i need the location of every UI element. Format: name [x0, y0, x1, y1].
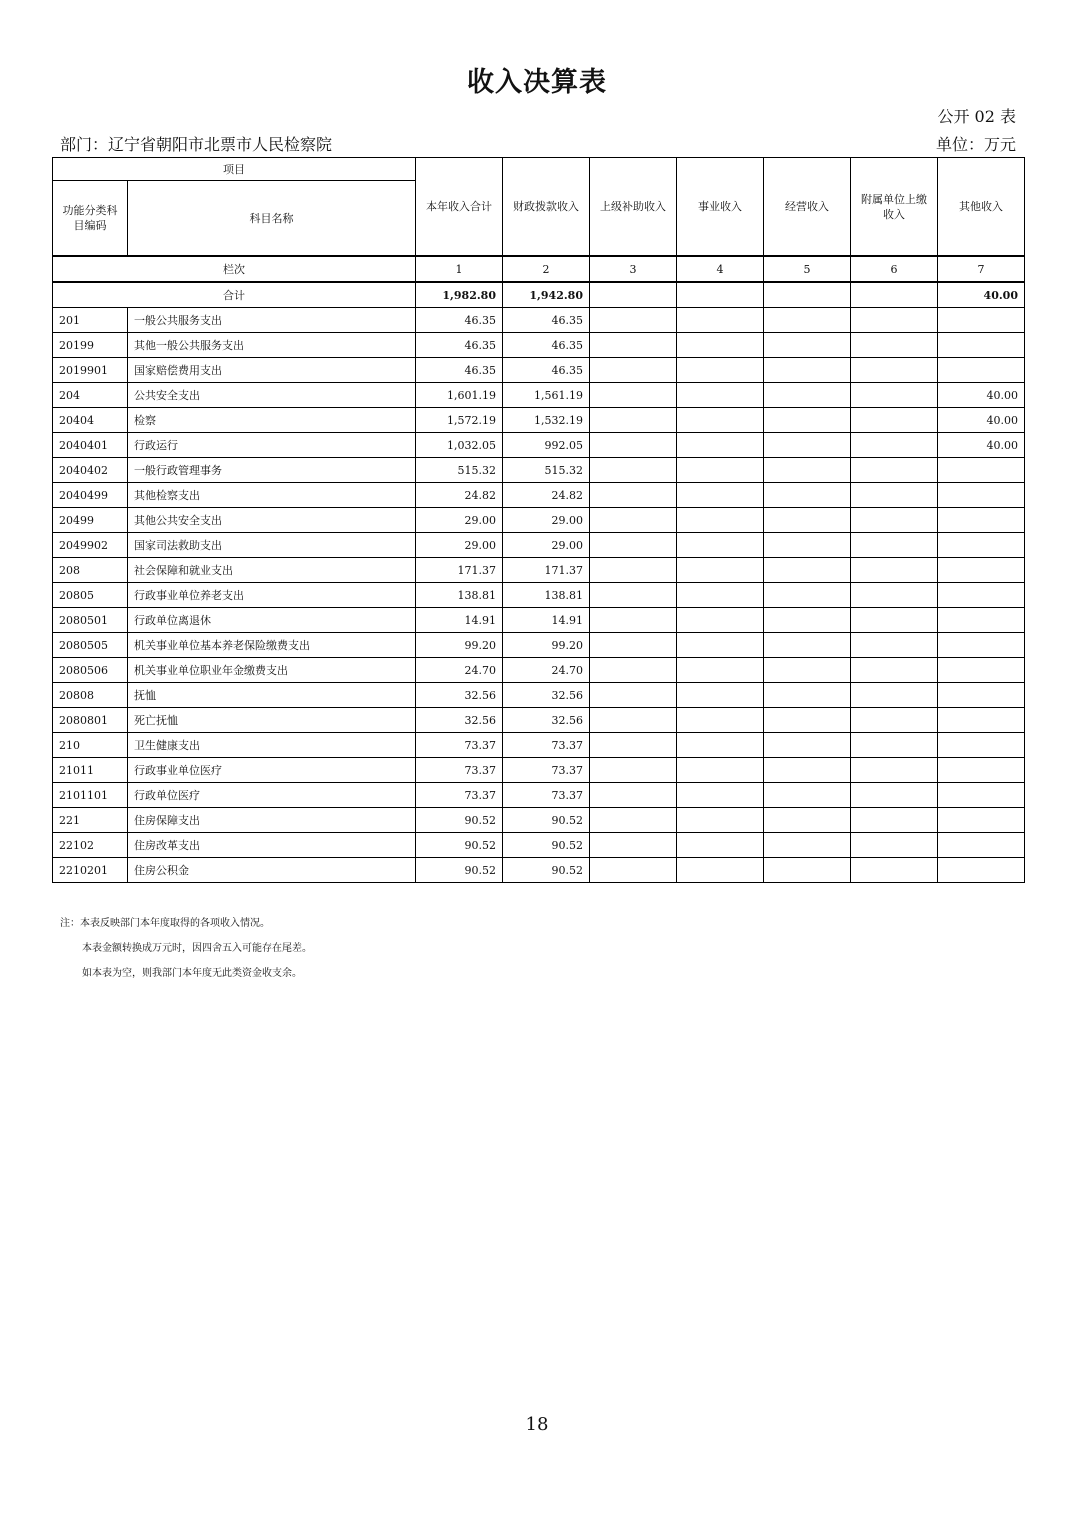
row-value: [677, 608, 764, 633]
row-code: 204: [53, 383, 128, 408]
row-name: 国家司法救助支出: [128, 533, 416, 558]
row-value: [764, 533, 851, 558]
row-name: 一般行政管理事务: [128, 458, 416, 483]
row-value: [590, 333, 677, 358]
row-value: 138.81: [503, 583, 590, 608]
row-value: 73.37: [503, 733, 590, 758]
row-value: [764, 733, 851, 758]
row-value: 40.00: [938, 433, 1025, 458]
row-value: [677, 858, 764, 883]
table-row: [53, 683, 1025, 708]
row-value: [938, 858, 1025, 883]
header-col-6: 附属单位上缴收入: [851, 158, 938, 257]
row-code: 208: [53, 558, 128, 583]
row-code: 2080506: [53, 658, 128, 683]
row-name: 行政运行: [128, 433, 416, 458]
table-row: [53, 458, 1025, 483]
row-code: 20805: [53, 583, 128, 608]
row-number: 6: [851, 256, 938, 282]
table-row: [53, 808, 1025, 833]
report-title: 收入决算表: [467, 67, 607, 98]
header-col-5: 经营收入: [764, 158, 851, 257]
row-name: 一般公共服务支出: [128, 308, 416, 333]
header-col-7: 其他收入: [938, 158, 1025, 257]
row-name: 机关事业单位职业年金缴费支出: [128, 658, 416, 683]
row-value: [590, 533, 677, 558]
row-value: [938, 758, 1025, 783]
row-value: [677, 708, 764, 733]
row-value: [851, 558, 938, 583]
row-name: 其他一般公共服务支出: [128, 333, 416, 358]
table-row: [53, 858, 1025, 883]
row-value: [851, 633, 938, 658]
row-value: [677, 583, 764, 608]
row-value: [764, 458, 851, 483]
row-value: 29.00: [416, 533, 503, 558]
row-value: [938, 308, 1025, 333]
row-value: 90.52: [503, 833, 590, 858]
row-value: [590, 508, 677, 533]
header-col-2: 财政拨款收入: [503, 158, 590, 257]
row-value: [764, 758, 851, 783]
row-number: 2: [503, 256, 590, 282]
row-code: 20808: [53, 683, 128, 708]
row-value: 46.35: [503, 308, 590, 333]
row-value: [764, 358, 851, 383]
row-value: [851, 458, 938, 483]
row-value: 14.91: [416, 608, 503, 633]
row-value: [590, 708, 677, 733]
row-value: [677, 633, 764, 658]
row-value: [938, 333, 1025, 358]
row-value: [764, 583, 851, 608]
row-value: [938, 683, 1025, 708]
row-value: 46.35: [503, 333, 590, 358]
row-code: 2080801: [53, 708, 128, 733]
note-line: 如本表为空，则我部门本年度无此类资金收支余。: [82, 968, 302, 979]
row-value: [677, 533, 764, 558]
row-value: 46.35: [416, 358, 503, 383]
table-row: [53, 758, 1025, 783]
header-col-4: 事业收入: [677, 158, 764, 257]
row-value: 40.00: [938, 383, 1025, 408]
row-code: 210: [53, 733, 128, 758]
row-number: 1: [416, 256, 503, 282]
row-value: 90.52: [416, 858, 503, 883]
row-value: [851, 383, 938, 408]
row-value: 1,032.05: [416, 433, 503, 458]
row-name: 住房改革支出: [128, 833, 416, 858]
row-value: [764, 783, 851, 808]
table-row: [53, 433, 1025, 458]
row-value: [590, 858, 677, 883]
note-line: 注：本表反映部门本年度取得的各项收入情况。: [60, 918, 270, 929]
row-value: [677, 658, 764, 683]
row-value: 24.70: [503, 658, 590, 683]
row-value: [590, 783, 677, 808]
row-code: 22102: [53, 833, 128, 858]
total-value: [764, 282, 851, 308]
row-value: [938, 583, 1025, 608]
row-name: 其他检察支出: [128, 483, 416, 508]
row-value: [764, 508, 851, 533]
row-value: [677, 783, 764, 808]
row-name: 住房保障支出: [128, 808, 416, 833]
row-value: 90.52: [503, 858, 590, 883]
table-row: [53, 483, 1025, 508]
row-value: [851, 308, 938, 333]
row-value: [851, 833, 938, 858]
row-value: 32.56: [503, 708, 590, 733]
table-row: [53, 583, 1025, 608]
row-value: [590, 658, 677, 683]
row-value: [851, 608, 938, 633]
row-value: [851, 858, 938, 883]
row-value: [851, 808, 938, 833]
header-item: 项目: [53, 158, 416, 181]
total-label: 合计: [53, 282, 416, 308]
row-value: [677, 808, 764, 833]
row-number-row: [53, 256, 1025, 282]
row-value: 24.82: [416, 483, 503, 508]
row-value: [938, 508, 1025, 533]
row-name: 国家赔偿费用支出: [128, 358, 416, 383]
row-code: 2019901: [53, 358, 128, 383]
total-value: 40.00: [938, 282, 1025, 308]
row-value: [764, 483, 851, 508]
row-value: [851, 708, 938, 733]
row-value: [764, 708, 851, 733]
row-value: 40.00: [938, 408, 1025, 433]
total-value: [590, 282, 677, 308]
row-value: 29.00: [416, 508, 503, 533]
row-value: 171.37: [416, 558, 503, 583]
row-value: 515.32: [503, 458, 590, 483]
row-value: [677, 358, 764, 383]
row-name: 行政事业单位医疗: [128, 758, 416, 783]
row-name: 社会保障和就业支出: [128, 558, 416, 583]
row-value: [677, 558, 764, 583]
row-value: [764, 433, 851, 458]
table-row: [53, 633, 1025, 658]
table-row: [53, 308, 1025, 333]
row-value: [764, 858, 851, 883]
row-code: 2040402: [53, 458, 128, 483]
row-value: [677, 508, 764, 533]
row-name: 检察: [128, 408, 416, 433]
total-row: [53, 282, 1025, 308]
row-value: 24.70: [416, 658, 503, 683]
row-value: [938, 558, 1025, 583]
row-code: 20199: [53, 333, 128, 358]
row-value: 99.20: [416, 633, 503, 658]
row-value: 90.52: [416, 833, 503, 858]
row-value: [590, 808, 677, 833]
department-label: 部门：辽宁省朝阳市北票市人民检察院: [60, 135, 333, 154]
row-value: 90.52: [416, 808, 503, 833]
row-name: 卫生健康支出: [128, 733, 416, 758]
row-code: 201: [53, 308, 128, 333]
row-value: [938, 633, 1025, 658]
row-value: [851, 508, 938, 533]
income-table: [52, 157, 1025, 883]
row-value: 32.56: [503, 683, 590, 708]
row-value: 46.35: [416, 308, 503, 333]
row-value: 171.37: [503, 558, 590, 583]
row-code: 2040499: [53, 483, 128, 508]
row-value: [677, 408, 764, 433]
table-row: [53, 783, 1025, 808]
row-value: [938, 708, 1025, 733]
row-value: 1,601.19: [416, 383, 503, 408]
row-code: 2080505: [53, 633, 128, 658]
row-value: [677, 833, 764, 858]
header-col-3: 上级补助收入: [590, 158, 677, 257]
row-value: [938, 833, 1025, 858]
row-value: [677, 458, 764, 483]
row-value: [764, 633, 851, 658]
table-row: [53, 608, 1025, 633]
total-value: [851, 282, 938, 308]
row-value: [938, 658, 1025, 683]
row-value: [590, 583, 677, 608]
row-name: 行政单位医疗: [128, 783, 416, 808]
row-value: 73.37: [503, 758, 590, 783]
header-name: 科目名称: [128, 181, 416, 257]
row-name: 机关事业单位基本养老保险缴费支出: [128, 633, 416, 658]
row-value: [677, 758, 764, 783]
row-name: 行政事业单位养老支出: [128, 583, 416, 608]
header-row-item: [53, 158, 1025, 181]
row-value: [590, 358, 677, 383]
row-value: 24.82: [503, 483, 590, 508]
row-value: 29.00: [503, 533, 590, 558]
row-value: [590, 308, 677, 333]
row-value: 138.81: [416, 583, 503, 608]
row-value: [677, 733, 764, 758]
row-value: [764, 308, 851, 333]
table-row: [53, 558, 1025, 583]
row-name: 公共安全支出: [128, 383, 416, 408]
header-code: 功能分类科目编码: [53, 181, 128, 257]
table-row: [53, 333, 1025, 358]
row-value: [851, 783, 938, 808]
row-value: [938, 808, 1025, 833]
row-value: 14.91: [503, 608, 590, 633]
row-value: [851, 758, 938, 783]
row-code: 2101101: [53, 783, 128, 808]
row-value: [590, 483, 677, 508]
row-value: [851, 433, 938, 458]
row-name: 其他公共安全支出: [128, 508, 416, 533]
table-row: [53, 733, 1025, 758]
row-value: [764, 833, 851, 858]
row-value: 73.37: [503, 783, 590, 808]
row-number: 4: [677, 256, 764, 282]
row-code: 20404: [53, 408, 128, 433]
row-value: [851, 533, 938, 558]
row-value: [677, 483, 764, 508]
row-value: 99.20: [503, 633, 590, 658]
row-value: 90.52: [503, 808, 590, 833]
row-value: [851, 358, 938, 383]
row-value: [938, 458, 1025, 483]
total-value: 1,942.80: [503, 282, 590, 308]
row-value: [764, 383, 851, 408]
page-number: 18: [525, 1414, 549, 1435]
row-value: 46.35: [416, 333, 503, 358]
row-code: 2040401: [53, 433, 128, 458]
row-value: 29.00: [503, 508, 590, 533]
row-value: [938, 533, 1025, 558]
form-number: 公开 02 表: [937, 107, 1016, 126]
row-value: [764, 558, 851, 583]
row-code: 2049902: [53, 533, 128, 558]
row-value: 73.37: [416, 783, 503, 808]
row-number-label: 栏次: [53, 256, 416, 282]
row-value: [677, 683, 764, 708]
row-value: [851, 683, 938, 708]
row-value: [764, 808, 851, 833]
row-value: [590, 833, 677, 858]
row-code: 221: [53, 808, 128, 833]
table-row: [53, 408, 1025, 433]
table-row: [53, 708, 1025, 733]
row-value: [677, 333, 764, 358]
row-value: 1,561.19: [503, 383, 590, 408]
row-value: [590, 683, 677, 708]
row-value: [764, 608, 851, 633]
row-value: [590, 383, 677, 408]
row-value: 992.05: [503, 433, 590, 458]
row-value: [590, 433, 677, 458]
row-number: 7: [938, 256, 1025, 282]
row-value: [764, 658, 851, 683]
row-value: [938, 733, 1025, 758]
row-value: [938, 483, 1025, 508]
note-line: 本表金额转换成万元时，因四舍五入可能存在尾差。: [82, 943, 312, 954]
row-value: 1,532.19: [503, 408, 590, 433]
table-row: [53, 833, 1025, 858]
row-value: [938, 608, 1025, 633]
row-value: [677, 433, 764, 458]
row-value: [851, 333, 938, 358]
table-row: [53, 533, 1025, 558]
row-value: [590, 458, 677, 483]
row-value: [677, 308, 764, 333]
row-value: [590, 558, 677, 583]
row-name: 行政单位离退休: [128, 608, 416, 633]
row-value: [938, 783, 1025, 808]
row-code: 2080501: [53, 608, 128, 633]
notes: [60, 911, 312, 986]
row-code: 21011: [53, 758, 128, 783]
row-value: [590, 408, 677, 433]
row-value: [938, 358, 1025, 383]
row-value: [764, 408, 851, 433]
row-value: [851, 658, 938, 683]
row-value: [851, 483, 938, 508]
row-value: [764, 683, 851, 708]
row-value: [590, 758, 677, 783]
row-value: 1,572.19: [416, 408, 503, 433]
row-number: 5: [764, 256, 851, 282]
row-value: 46.35: [503, 358, 590, 383]
row-value: [590, 608, 677, 633]
row-value: 32.56: [416, 708, 503, 733]
row-value: 515.32: [416, 458, 503, 483]
row-number: 3: [590, 256, 677, 282]
table-row: [53, 383, 1025, 408]
row-value: [677, 383, 764, 408]
row-name: 死亡抚恤: [128, 708, 416, 733]
row-value: [851, 408, 938, 433]
row-code: 2210201: [53, 858, 128, 883]
total-value: [677, 282, 764, 308]
row-code: 20499: [53, 508, 128, 533]
row-value: [851, 583, 938, 608]
total-value: 1,982.80: [416, 282, 503, 308]
header-col-1: 本年收入合计: [416, 158, 503, 257]
table-row: [53, 658, 1025, 683]
row-name: 住房公积金: [128, 858, 416, 883]
table-row: [53, 358, 1025, 383]
row-value: [590, 733, 677, 758]
row-value: 73.37: [416, 758, 503, 783]
row-value: [851, 733, 938, 758]
table-row: [53, 508, 1025, 533]
row-value: [590, 633, 677, 658]
row-name: 抚恤: [128, 683, 416, 708]
row-value: [764, 333, 851, 358]
unit-label: 单位：万元: [935, 135, 1016, 154]
row-value: 32.56: [416, 683, 503, 708]
row-value: 73.37: [416, 733, 503, 758]
